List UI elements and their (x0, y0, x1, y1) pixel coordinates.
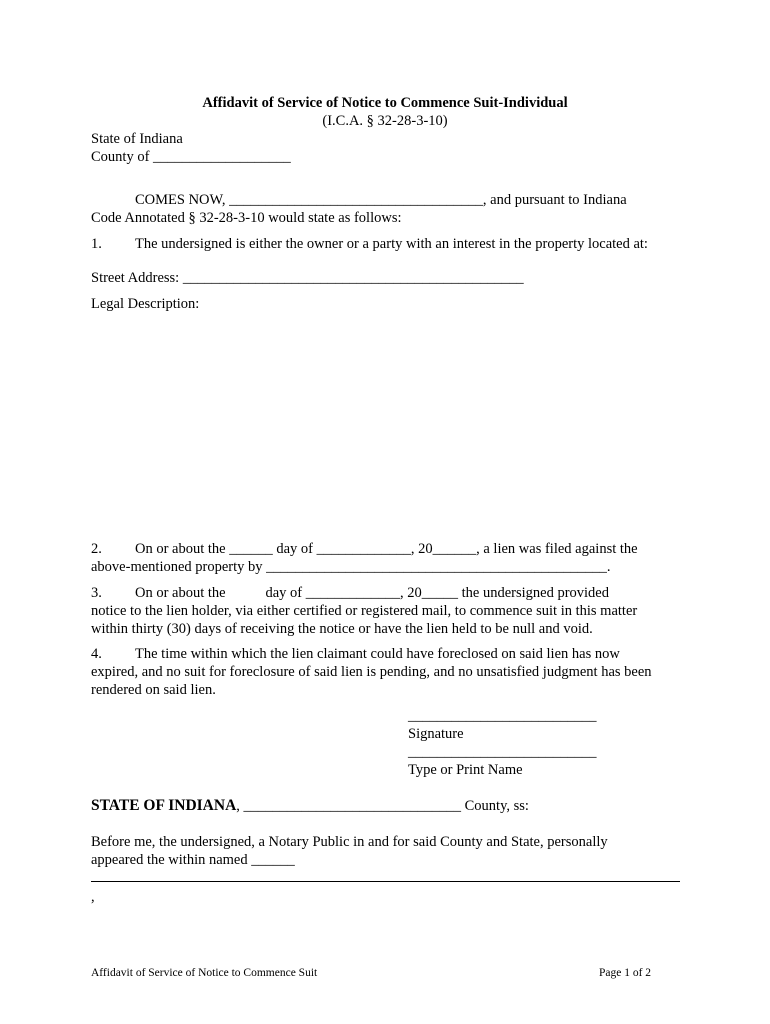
notary-name-rule (91, 881, 680, 882)
statute-citation: (I.C.A. § 32-28-3-10) (322, 113, 448, 129)
paragraph-1 (91, 235, 648, 253)
venue-county: County of ___________________ (91, 149, 291, 165)
paragraph-4-line-3: rendered on said lien. (91, 682, 216, 698)
paragraph-1-number: 1. (91, 236, 102, 252)
notary-county: , ______________________________ County, ss: (236, 798, 529, 814)
paragraph-2-text: On or about the ______ day of _____________, 20______, a lien was filed against the (135, 541, 638, 557)
paragraph-3-number: 3. (91, 585, 102, 601)
notary-venue (91, 797, 529, 815)
signature-label: Signature (408, 726, 464, 742)
intro-line-1: COMES NOW, ___________________________________, and pursuant to Indiana (135, 192, 627, 208)
paragraph-3-line-1 (91, 584, 609, 602)
signature-line: __________________________ (408, 708, 597, 724)
paragraph-4-line-2: expired, and no suit for foreclosure of said lien is pending, and no unsatisfied judgment has been (91, 664, 652, 680)
footer-title: Affidavit of Service of Notice to Commence Suit (91, 967, 318, 979)
street-address-line: Street Address: _______________________________________________ (91, 270, 524, 286)
print-name-label: Type or Print Name (408, 762, 523, 778)
print-name-line: __________________________ (408, 744, 597, 760)
paragraph-3-text: On or about the day of _____________, 20_____ the undersigned provided (135, 585, 609, 601)
paragraph-4-number: 4. (91, 646, 102, 662)
venue-state: State of Indiana (91, 131, 183, 147)
notary-line-2: appeared the within named ______ (91, 852, 295, 868)
paragraph-2-line-2: above-mentioned property by _______________________________________________. (91, 559, 611, 575)
paragraph-4-line-1 (91, 645, 620, 663)
legal-description-label: Legal Description: (91, 296, 200, 312)
document-title: Affidavit of Service of Notice to Commence Suit-Individual (202, 95, 568, 111)
paragraph-2-number: 2. (91, 541, 102, 557)
paragraph-3-line-3: within thirty (30) days of receiving the notice or have the lien held to be null and void. (91, 621, 593, 637)
paragraph-3-line-2: notice to the lien holder, via either certified or registered mail, to commence suit in this matter (91, 603, 638, 619)
paragraph-4-text: The time within which the lien claimant could have foreclosed on said lien has now (135, 646, 620, 662)
notary-state: STATE OF INDIANA (91, 797, 237, 814)
notary-line-1: Before me, the undersigned, a Notary Public in and for said County and State, personally (91, 834, 608, 850)
paragraph-2-line-1 (91, 540, 638, 558)
paragraph-1-text: The undersigned is either the owner or a party with an interest in the property located at: (135, 236, 648, 252)
page-number: Page 1 of 2 (599, 967, 652, 979)
intro-line-2: Code Annotated § 32-28-3-10 would state as follows: (91, 210, 402, 226)
notary-comma: , (91, 889, 95, 905)
